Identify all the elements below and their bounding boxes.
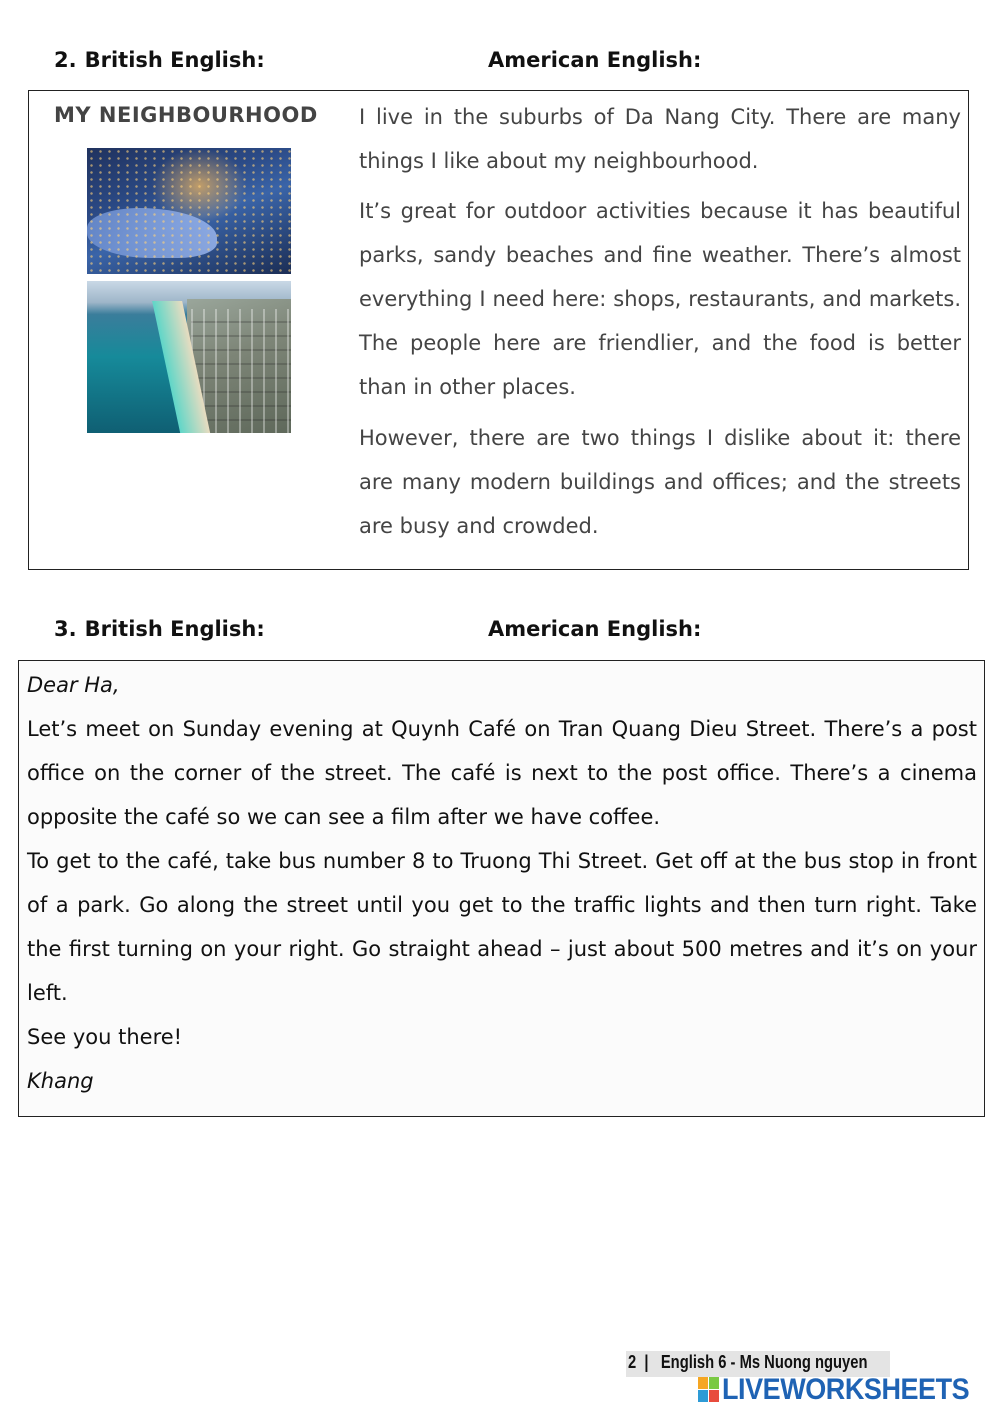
da-nang-night-city-photo bbox=[87, 148, 291, 274]
american-english-label: American English: bbox=[488, 617, 702, 641]
letter-paragraph-2: To get to the café, take bus number 8 to Truong Thi Street. Get off at the bus stop in front of a park. Go along the street until you get to the traffic lights and then turn right. Take the first turning on your right. Go straight ahead – just about 500 metres and it’s on your left. bbox=[27, 849, 977, 1005]
letter-paragraph-1: Let’s meet on Sunday evening at Quynh Café on Tran Quang Dieu Street. There’s a post office on the corner of the street. The café is next to the post office. There’s a cinema opposite the café so we can see a film after we have coffee. bbox=[27, 717, 977, 829]
liveworksheets-brand: LIVEWORKSHEETS bbox=[722, 1373, 970, 1406]
footer-page-info: 2 | English 6 - Ms Nuong nguyen bbox=[628, 1352, 868, 1372]
american-english-answer-field[interactable] bbox=[709, 617, 863, 643]
da-nang-beach-photo bbox=[87, 281, 291, 433]
question-number: 3. bbox=[54, 617, 77, 641]
liveworksheets-logo-icon bbox=[698, 1377, 720, 1403]
letter-greeting: Dear Ha, bbox=[27, 673, 120, 697]
question-3-british-heading bbox=[54, 617, 426, 643]
paragraph-3: However, there are two things I dislike about it: there are many modern buildings and offices; and the streets are busy and crowded. bbox=[359, 426, 961, 538]
american-english-answer-field[interactable] bbox=[709, 48, 863, 74]
neighbourhood-text-box bbox=[28, 90, 969, 570]
letter-closing: See you there! bbox=[27, 1025, 183, 1049]
letter-text-box bbox=[18, 660, 985, 1117]
question-number: 2. bbox=[54, 48, 77, 72]
question-3-american-heading bbox=[488, 617, 863, 643]
british-english-label: British English: bbox=[84, 48, 265, 72]
question-2-american-heading bbox=[488, 48, 863, 74]
paragraph-2: It’s great for outdoor activities because it has beautiful parks, sandy beaches and fine weather. There’s almost everything I need here: shops, restaurants, and markets. The people here are friendlier, and the food is better than in other places. bbox=[359, 199, 961, 399]
neighbourhood-title: MY NEIGHBOURHOOD bbox=[54, 103, 318, 127]
american-english-label: American English: bbox=[488, 48, 702, 72]
british-english-answer-field[interactable] bbox=[272, 48, 426, 74]
british-english-answer-field[interactable] bbox=[272, 617, 426, 643]
paragraph-1: I live in the suburbs of Da Nang City. There are many things I like about my neighbourhood. bbox=[359, 105, 961, 173]
letter-signature: Khang bbox=[27, 1069, 94, 1093]
british-english-label: British English: bbox=[84, 617, 265, 641]
question-2-british-heading bbox=[54, 48, 426, 74]
